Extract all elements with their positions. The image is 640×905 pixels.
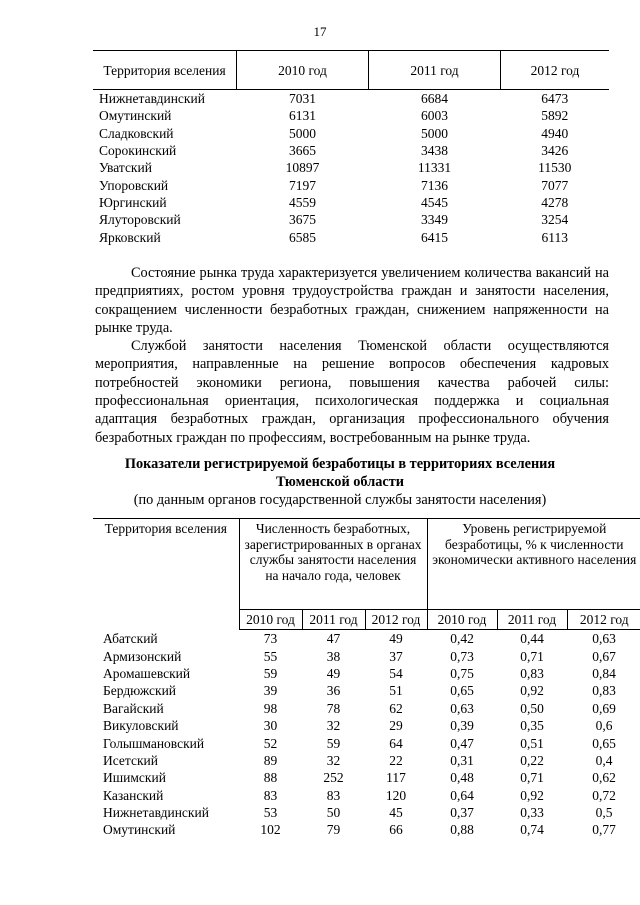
value-cell: 0,65	[592, 735, 616, 751]
territory-name-cell: Упоровский	[99, 177, 169, 193]
value-cell: 38	[326, 648, 341, 664]
value-cell: 10897	[285, 160, 320, 176]
value-cell: 0,5	[595, 805, 613, 821]
table-row	[93, 682, 640, 699]
table-row	[93, 125, 609, 142]
territory-name-cell: Омутинский	[103, 822, 176, 838]
value-cell: 83	[263, 787, 278, 803]
table-row	[93, 142, 609, 159]
value-cell: 11331	[417, 160, 452, 176]
value-cell: 0,67	[592, 648, 616, 664]
value-cell: 0,63	[450, 700, 474, 716]
value-cell: 62	[389, 700, 403, 716]
value-cell: 5000	[289, 125, 316, 141]
table-row	[93, 734, 640, 751]
table-row	[93, 769, 640, 786]
column-header-2011: 2011 год	[369, 51, 501, 90]
body-text	[95, 264, 609, 447]
territory-name-cell: Вагайский	[103, 700, 164, 716]
value-cell: 0,74	[520, 822, 544, 838]
value-cell: 83	[326, 787, 341, 803]
value-cell: 3349	[421, 212, 448, 228]
territory-name-cell: Юргинский	[99, 194, 167, 210]
value-cell: 5000	[421, 125, 448, 141]
value-cell: 6131	[289, 108, 316, 124]
value-cell: 6473	[541, 91, 569, 107]
column-header-year: 2012 год	[365, 610, 427, 630]
section-title-line2: Тюменской области	[276, 474, 404, 490]
territory-name-cell: Ялуторовский	[99, 212, 181, 228]
value-cell: 52	[263, 735, 278, 751]
table-row	[93, 211, 609, 228]
value-cell: 0,44	[520, 631, 544, 647]
value-cell: 50	[326, 805, 341, 821]
territory-name-cell: Казанский	[103, 787, 164, 803]
table-row	[93, 804, 640, 821]
page-number: 17	[313, 24, 327, 39]
value-cell: 0,71	[520, 648, 544, 664]
table-row	[93, 700, 640, 717]
value-cell: 0,51	[520, 735, 544, 751]
value-cell: 0,69	[592, 700, 616, 716]
value-cell: 0,92	[520, 787, 544, 803]
value-cell: 0,35	[520, 718, 544, 734]
value-cell: 6684	[421, 91, 448, 107]
value-cell: 22	[389, 752, 403, 768]
column-header-territory: Территория вселения	[93, 51, 237, 90]
value-cell: 0,77	[592, 822, 616, 838]
value-cell: 45	[389, 805, 403, 821]
section-subtitle: (по данным органов государственной службы занятости населения)	[133, 492, 547, 508]
value-cell: 32	[326, 718, 341, 734]
value-cell: 4940	[541, 125, 569, 141]
value-cell: 89	[263, 752, 278, 768]
value-cell: 30	[263, 718, 278, 734]
value-cell: 88	[263, 770, 278, 786]
value-cell: 36	[326, 683, 341, 699]
value-cell: 0,88	[450, 822, 474, 838]
value-cell: 79	[326, 822, 341, 838]
value-cell: 6415	[421, 229, 448, 245]
table-body	[93, 90, 609, 246]
table-row	[93, 630, 640, 648]
territory-name-cell: Нижнетавдинский	[103, 805, 209, 821]
column-header-year: 2012 год	[567, 610, 640, 630]
table-row	[93, 717, 640, 734]
territory-name-cell: Ишимский	[103, 770, 166, 786]
value-cell: 0,83	[520, 665, 544, 681]
paragraph: Состояние рынка труда характеризуется увеличением количества вакансий на предприятиях, ростом уровня трудоустройства граждан и занятости населения, сокращением численности безработных граждан, снижением напряженности на рынке труда.	[95, 265, 609, 336]
value-cell: 6003	[421, 108, 448, 124]
value-cell: 0,47	[450, 735, 474, 751]
value-cell: 0,37	[450, 805, 474, 821]
table-row	[93, 159, 609, 176]
column-header-territory: Территория вселения	[93, 519, 239, 630]
value-cell: 47	[326, 631, 341, 647]
territory-name-cell: Сорокинский	[99, 143, 177, 159]
territory-population-table	[93, 50, 609, 246]
value-cell: 0,84	[592, 665, 616, 681]
value-cell: 0,65	[450, 683, 474, 699]
value-cell: 6585	[289, 229, 316, 245]
table-row	[93, 647, 640, 664]
value-cell: 32	[326, 752, 341, 768]
value-cell: 0,22	[520, 752, 544, 768]
territory-name-cell: Омутинский	[99, 108, 172, 124]
value-cell: 4545	[421, 194, 448, 210]
value-cell: 66	[389, 822, 403, 838]
column-header-unemployed-count: Численность безработных, зарегистрированных в органах службы занятости населения на начало года, человек	[239, 519, 427, 610]
table-header-row	[93, 519, 640, 610]
table-row	[93, 665, 640, 682]
value-cell: 64	[389, 735, 403, 751]
value-cell: 0,42	[450, 631, 474, 647]
table-header-row	[93, 51, 609, 90]
value-cell: 49	[326, 665, 341, 681]
territory-name-cell: Аромашевский	[103, 665, 191, 681]
value-cell: 3675	[289, 212, 316, 228]
table-row	[93, 194, 609, 211]
column-header-2010: 2010 год	[237, 51, 369, 90]
value-cell: 0,75	[450, 665, 474, 681]
value-cell: 3438	[421, 143, 448, 159]
table-row	[93, 90, 609, 108]
value-cell: 98	[263, 700, 278, 716]
territory-name-cell: Викуловский	[103, 718, 179, 734]
table-body	[93, 630, 640, 839]
value-cell: 102	[260, 822, 281, 838]
column-header-year: 2010 год	[239, 610, 302, 630]
value-cell: 73	[263, 631, 278, 647]
value-cell: 3254	[541, 212, 569, 228]
column-header-year: 2011 год	[497, 610, 567, 630]
value-cell: 0,92	[520, 683, 544, 699]
table-row	[93, 228, 609, 245]
table-row	[93, 752, 640, 769]
value-cell: 4559	[289, 194, 316, 210]
value-cell: 7136	[421, 177, 448, 193]
section-title-line1: Показатели регистрируемой безработицы в территориях вселения	[124, 456, 556, 472]
value-cell: 0,39	[450, 718, 474, 734]
value-cell: 59	[326, 735, 341, 751]
value-cell: 0,6	[595, 718, 613, 734]
value-cell: 29	[389, 718, 403, 734]
value-cell: 0,48	[450, 770, 474, 786]
value-cell: 7197	[289, 177, 316, 193]
territory-name-cell: Ярковский	[99, 229, 161, 245]
value-cell: 49	[389, 631, 403, 647]
value-cell: 117	[386, 770, 406, 786]
value-cell: 55	[263, 648, 278, 664]
territory-name-cell: Армизонский	[103, 648, 182, 664]
table-row	[93, 176, 609, 193]
value-cell: 120	[385, 787, 407, 803]
value-cell: 0,73	[450, 648, 474, 664]
value-cell: 4278	[541, 194, 569, 210]
value-cell: 3665	[289, 143, 316, 159]
value-cell: 5892	[541, 108, 569, 124]
territory-name-cell: Абатский	[103, 630, 158, 646]
column-header-unemployment-level: Уровень регистрируемой безработицы, % к численности экономически активного населения	[427, 519, 640, 610]
value-cell: 0,33	[520, 805, 544, 821]
value-cell: 0,72	[592, 787, 616, 803]
value-cell: 252	[323, 770, 344, 786]
value-cell: 0,62	[592, 770, 616, 786]
value-cell: 39	[263, 683, 278, 699]
value-cell: 0,4	[595, 752, 613, 768]
value-cell: 0,64	[450, 787, 474, 803]
value-cell: 78	[326, 700, 341, 716]
value-cell: 0,71	[520, 770, 544, 786]
column-header-2012: 2012 год	[501, 51, 610, 90]
value-cell: 0,31	[450, 752, 474, 768]
value-cell: 37	[389, 648, 403, 664]
table-row	[93, 107, 609, 124]
value-cell: 3426	[541, 143, 569, 159]
column-header-year: 2010 год	[427, 610, 497, 630]
table-row	[93, 787, 640, 804]
territory-name-cell: Бердюжский	[103, 683, 177, 699]
territory-name-cell: Сладковский	[99, 125, 174, 141]
territory-name-cell: Нижнетавдинский	[99, 91, 205, 107]
value-cell: 51	[389, 683, 403, 699]
value-cell: 53	[263, 805, 278, 821]
value-cell: 54	[389, 665, 403, 681]
value-cell: 7031	[289, 91, 316, 107]
territory-name-cell: Уватский	[99, 160, 152, 176]
value-cell: 0,50	[520, 700, 544, 716]
value-cell: 7077	[541, 177, 569, 193]
territory-name-cell: Голышмановский	[103, 735, 205, 751]
table-row	[93, 821, 640, 838]
paragraph: Службой занятости населения Тюменской области осуществляются мероприятия, направленные на решение вопросов обеспечения кадровых потребностей экономики региона, повышения качества рабочей силы: профессиональная ориентация, психологическая поддержка и социальная адаптация безработных граждан, организация профессионального обучения безработных граждан по профессиям, востребованным на рынке труда.	[95, 338, 609, 446]
value-cell: 0,83	[592, 683, 616, 699]
value-cell: 0,63	[592, 631, 616, 647]
unemployment-table	[93, 518, 640, 839]
value-cell: 11530	[538, 160, 572, 176]
value-cell: 59	[263, 665, 278, 681]
territory-name-cell: Исетский	[103, 752, 158, 768]
value-cell: 6113	[541, 229, 568, 245]
column-header-year: 2011 год	[302, 610, 365, 630]
